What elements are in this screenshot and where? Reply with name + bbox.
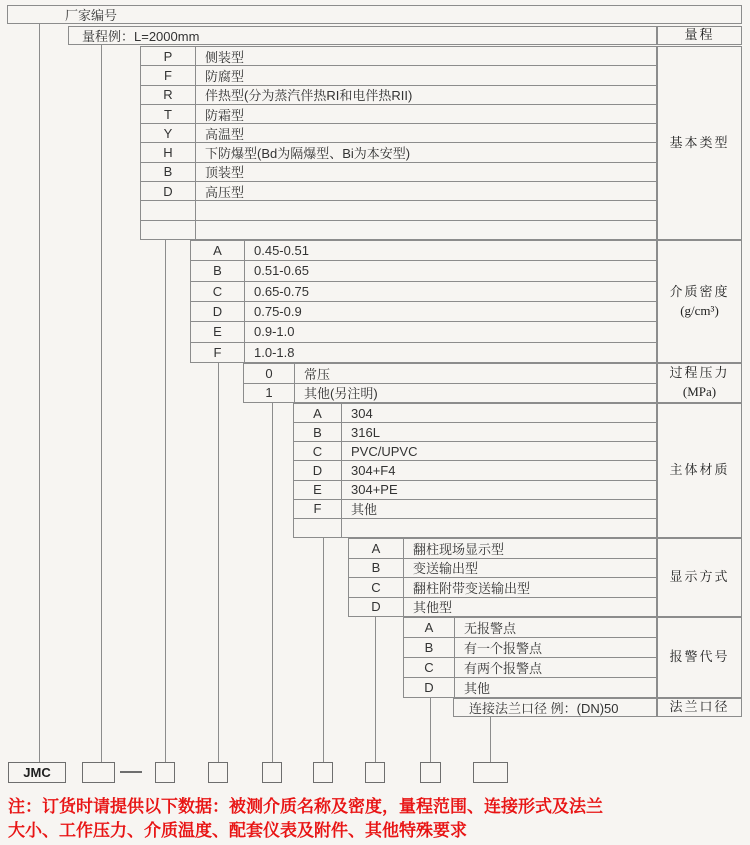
connector-line-display [375,617,376,762]
table-row [141,66,656,85]
material-table [293,403,657,538]
table-row [294,519,656,537]
desc-cell: 其他 [351,502,378,518]
desc-cell: 下防爆型(Bd为隔爆型、Bi为本安型) [205,146,411,162]
code-cell: F [294,500,342,518]
code-cell: C [294,442,342,460]
code-cell: F [141,66,196,84]
model-prefix: JMC [23,765,51,780]
basic-type-label-cell [657,46,742,240]
desc-cell: 变送输出型 [413,561,479,577]
code-cell: B [191,261,245,280]
code-cell: A [404,618,455,637]
connector-line-factory [39,24,40,762]
table-row [191,241,656,261]
connector-line-range [101,45,102,762]
code-box-pressure [262,762,282,783]
code-cell: E [294,481,342,499]
desc-cell: 0.45-0.51 [254,243,309,259]
code-cell: B [349,559,404,578]
code-cell: R [141,86,196,104]
alarm-label: 报警代号 [669,649,730,665]
code-cell: F [191,343,245,362]
desc-cell: 0.9-1.0 [254,324,295,340]
table-row [141,124,656,143]
flange-text: 连接法兰口径 例：(DN)50 [469,701,619,716]
desc-cell: 防霜型 [205,107,245,123]
connector-line-pressure [272,403,273,762]
ordering-note-line2: 大小、工作压力、介质温度、配套仪表及附件、其他特殊要求 [8,821,467,840]
code-cell: B [404,638,455,657]
range-example-text: 量程例：L=2000mm [82,29,200,44]
flange-label: 法兰口径 [669,699,730,715]
code-cell: C [349,578,404,597]
desc-cell [196,221,656,239]
range-example-box [68,26,657,45]
flange-box [453,698,657,717]
desc-cell: 316L [351,424,380,440]
alarm-label-cell [657,617,742,698]
table-row [191,343,656,362]
desc-cell: 1.0-1.8 [254,344,295,360]
code-cell: Y [141,124,196,142]
model-prefix-box [8,762,66,783]
basic-type-table [140,46,657,240]
table-row [244,384,656,403]
code-cell: C [191,282,245,301]
table-row [141,47,656,66]
pressure-unit: (MPa) [682,384,717,399]
density-label-cell [657,240,742,363]
desc-cell: 其他(另注明) [304,386,378,402]
table-row [349,598,656,617]
code-cell: B [141,163,196,181]
desc-cell: 0.65-0.75 [254,283,309,299]
code-cell: D [349,598,404,617]
table-row [191,261,656,281]
table-row [191,282,656,302]
code-box-density [208,762,228,783]
table-row [141,86,656,105]
connector-line-density [218,363,219,762]
factory-code-box [7,5,742,24]
table-row [404,678,656,697]
pressure-label: 过程压力 [669,365,730,381]
desc-cell: 其他型 [413,600,453,616]
flange-label-cell [657,698,742,717]
code-cell: D [191,302,245,321]
desc-cell: 其他 [464,681,491,696]
desc-cell: 0.51-0.65 [254,263,309,279]
table-row [404,638,656,658]
desc-cell: 防腐型 [205,68,245,84]
connector-line-flange [490,717,491,762]
desc-cell: 翻柱附带变送输出型 [413,580,531,596]
code-cell: A [294,404,342,422]
code-cell [141,201,196,219]
density-table [190,240,657,363]
density-unit: (g/cm³) [680,302,719,318]
code-box-basic-type [155,762,175,783]
table-row [404,658,656,678]
desc-cell: 常压 [304,366,331,382]
table-row [141,182,656,201]
desc-cell: 304 [351,405,373,421]
code-cell: T [141,105,196,123]
code-cell [294,519,342,537]
table-row [294,442,656,461]
table-row [191,302,656,322]
code-cell: D [404,678,455,697]
connector-line-alarm [430,698,431,762]
desc-cell [342,519,656,537]
factory-code-label: 厂家编号 [65,8,118,23]
table-row [404,618,656,638]
connector-line-basic-type [165,240,166,762]
table-row [349,578,656,598]
code-cell: 1 [244,384,295,403]
code-cell: A [349,539,404,558]
table-row [294,500,656,519]
code-cell: 0 [244,364,295,383]
code-cell: B [294,423,342,441]
table-row [141,163,656,182]
desc-cell [196,201,656,219]
desc-cell: 有两个报警点 [464,661,543,676]
table-row [141,105,656,124]
table-row [294,461,656,480]
desc-cell: 无报警点 [464,621,517,636]
desc-cell: 高温型 [205,126,245,142]
ordering-note-line1: 注：订货时请提供以下数据：被测介质名称及密度，量程范围、连接形式及法兰 [8,797,603,816]
desc-cell: 翻柱现场显示型 [413,541,505,557]
code-cell: H [141,143,196,161]
table-row [191,322,656,342]
code-cell: E [191,322,245,341]
display-mode-label: 显示方式 [669,569,730,585]
code-cell: A [191,241,245,260]
material-label: 主体材质 [669,462,730,478]
desc-cell: PVC/UPVC [351,443,418,459]
code-box-display [365,762,385,783]
table-row [349,539,656,559]
table-row [141,221,656,239]
connector-line-material [323,538,324,762]
code-cell [141,221,196,239]
table-row [244,364,656,384]
alarm-table [403,617,657,698]
code-cell: D [141,182,196,200]
table-row [141,201,656,220]
code-box-material [313,762,333,783]
desc-cell: 304+F4 [351,462,396,478]
dash-separator [120,771,142,773]
desc-cell: 伴热型(分为蒸汽伴热RI和电伴热RII) [205,88,413,104]
pressure-table [243,363,657,403]
ordering-note [8,795,748,843]
basic-type-label: 基本类型 [669,134,730,150]
table-row [294,423,656,442]
desc-cell: 304+PE [351,482,398,498]
code-box-alarm [420,762,441,783]
table-row [349,559,656,579]
desc-cell: 有一个报警点 [464,641,543,656]
code-cell: D [294,461,342,479]
desc-cell: 高压型 [205,184,245,200]
density-label: 介质密度 [669,283,730,299]
code-cell: P [141,47,196,65]
range-label-cell [657,26,742,45]
code-cell: C [404,658,455,677]
code-box-flange [473,762,508,783]
desc-cell: 顶装型 [205,165,245,181]
range-label: 量程 [684,27,715,43]
table-row [294,481,656,500]
table-row [141,143,656,162]
material-label-cell [657,403,742,538]
display-mode-label-cell [657,538,742,617]
table-row [294,404,656,423]
desc-cell: 0.75-0.9 [254,304,302,320]
desc-cell: 侧装型 [205,49,245,65]
display-mode-table [348,538,657,617]
pressure-label-cell [657,363,742,403]
code-box-range [82,762,115,783]
